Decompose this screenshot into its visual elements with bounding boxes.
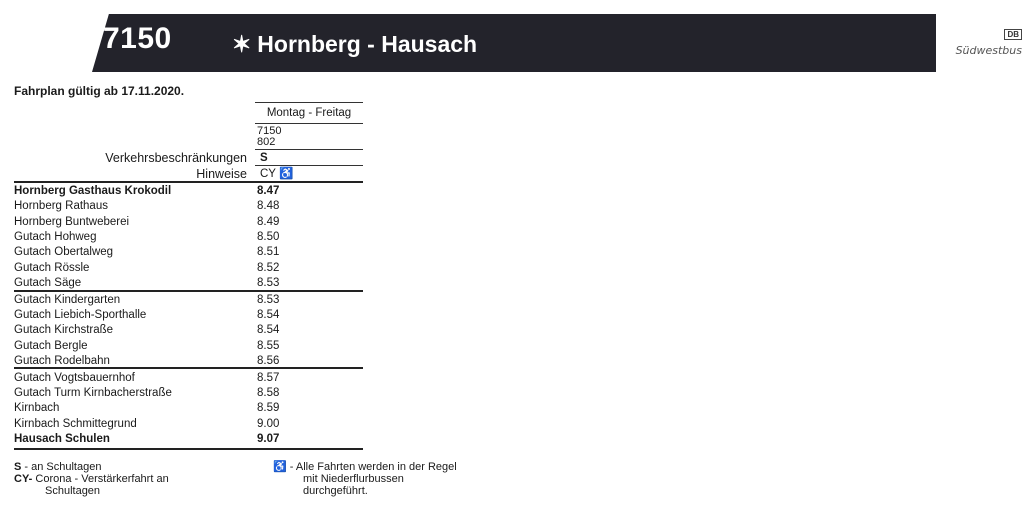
stop-name: Gutach Hohweg (14, 230, 97, 243)
stop-time: 8.56 (257, 354, 280, 367)
table-rule (14, 181, 363, 183)
stop-name: Hornberg Rathaus (14, 200, 108, 213)
db-logo-icon: DB (1004, 29, 1022, 40)
stop-name: Gutach Säge (14, 276, 82, 289)
table-rule (14, 290, 363, 292)
table-rule (255, 102, 363, 103)
legend-wc-text: Alle Fahrten werden in der Regel (295, 461, 457, 473)
restrictions-value: S (260, 152, 268, 164)
star-icon: ✶ (232, 31, 252, 57)
route-banner (92, 14, 936, 72)
legend-s-key: S (14, 461, 22, 473)
notes-label: Hinweise (196, 167, 247, 181)
restrictions-label: Verkehrsbeschränkungen (105, 151, 247, 165)
legend-wc-text-cont: mit Niederflurbussen (303, 473, 404, 485)
route-title (232, 31, 477, 58)
legend-wc-text-end: durchgeführt. (303, 485, 368, 497)
stop-name: Gutach Kirchstraße (14, 324, 114, 337)
stop-time: 8.54 (257, 324, 280, 337)
stop-time: 9.00 (257, 417, 280, 430)
stop-time: 8.51 (257, 246, 280, 259)
table-rule (14, 448, 363, 450)
stop-time: 8.52 (257, 261, 280, 274)
day-header: Montag - Freitag (266, 107, 352, 119)
table-rule (14, 367, 363, 369)
legend-cy-text-cont: Schultagen (45, 485, 101, 497)
stop-name: Kirnbach Schmittegrund (14, 417, 137, 430)
notes-value: CY ♿ (260, 168, 294, 180)
stop-time: 8.55 (257, 339, 280, 352)
table-rule (255, 149, 363, 150)
stop-name: Hornberg Buntweberei (14, 215, 130, 228)
stop-time: 8.48 (257, 200, 280, 213)
stop-time: 8.49 (257, 215, 280, 228)
wheelchair-icon: ♿ - (273, 461, 294, 473)
stop-name: Hornberg Gasthaus Krokodil (14, 185, 172, 197)
stop-time: 8.59 (257, 402, 280, 415)
stop-name: Gutach Obertalweg (14, 246, 114, 259)
operator-name: Südwestbus (955, 44, 1022, 57)
stop-time: 8.47 (257, 185, 280, 197)
legend-cy-text: Corona - Verstärkerfahrt an (35, 473, 169, 485)
legend-left (14, 461, 169, 497)
trip-number: 802 (257, 136, 276, 148)
trip-line: 7150 (257, 125, 282, 137)
stop-time: 8.53 (257, 276, 280, 289)
stop-name: Gutach Rodelbahn (14, 354, 110, 367)
stop-name: Gutach Liebich-Sporthalle (14, 309, 147, 321)
stop-name: Gutach Vogtsbauernhof (14, 371, 135, 384)
line-number: 7150 (103, 22, 172, 55)
legend-right (273, 461, 457, 497)
stop-time: 8.54 (257, 309, 280, 321)
stop-name: Hausach Schulen (14, 433, 110, 445)
validity-note: Fahrplan gültig ab 17.11.2020. (14, 84, 185, 98)
table-rule (255, 123, 363, 124)
stop-name: Gutach Bergle (14, 339, 88, 352)
stop-name: Gutach Kindergarten (14, 293, 121, 306)
stop-name: Gutach Rössle (14, 261, 90, 274)
stop-name: Kirnbach (14, 402, 60, 415)
stop-time: 9.07 (257, 433, 280, 445)
stop-time: 8.57 (257, 371, 280, 384)
operator-logo (950, 24, 1022, 57)
legend-s-text: - an Schultagen (24, 461, 102, 473)
stop-time: 8.58 (257, 387, 280, 400)
stop-time: 8.53 (257, 293, 280, 306)
legend-cy-key: CY- (14, 473, 33, 485)
table-rule (255, 165, 363, 166)
route-name: Hornberg - Hausach (257, 31, 478, 57)
stop-name: Gutach Turm Kirnbacherstraße (14, 387, 172, 400)
stop-time: 8.50 (257, 230, 280, 243)
